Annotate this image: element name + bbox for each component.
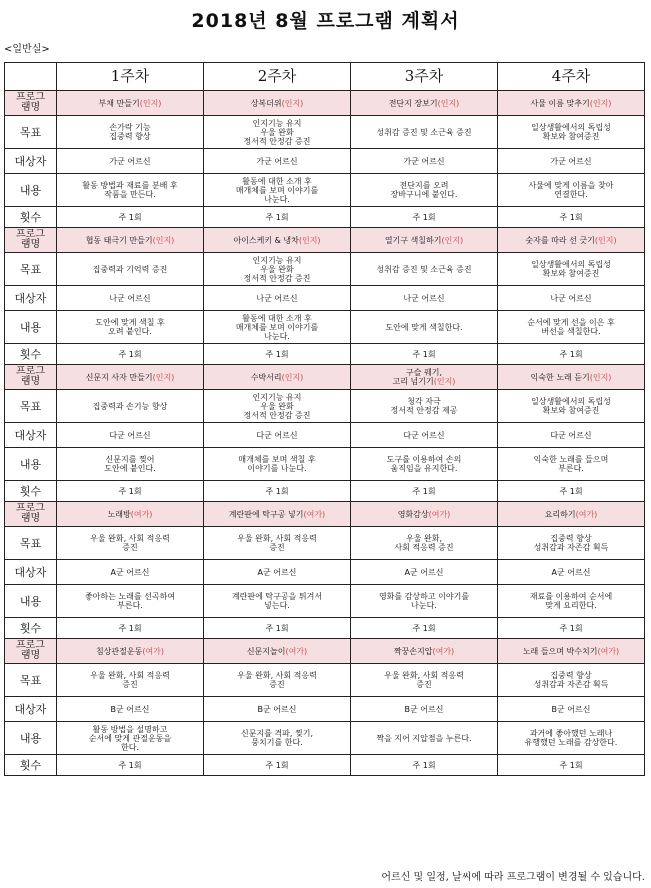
program-name: 사물 이름 맞추기 <box>530 98 590 108</box>
program-category-tag: (인지) <box>298 235 321 245</box>
count-cell: 주 1회 <box>57 344 204 365</box>
program-category-tag: (인지) <box>594 235 617 245</box>
row-label-target: 대상자 <box>5 286 57 311</box>
goal-row <box>5 527 645 560</box>
program-category-tag: (여가) <box>597 646 620 656</box>
program-name: 상복더위 <box>250 98 282 108</box>
row-label-content: 내용 <box>5 311 57 344</box>
count-cell: 주 1회 <box>204 207 351 228</box>
count-cell: 주 1회 <box>498 755 645 776</box>
content-row <box>5 311 645 344</box>
program-name: 계란판에 탁구공 넣기 <box>228 509 304 519</box>
content-cell: 활동에 대한 소개 후 매개체를 보며 이야기를 나눈다. <box>204 174 351 207</box>
target-row <box>5 697 645 722</box>
count-cell: 주 1회 <box>351 481 498 502</box>
goal-cell: 우울 완화, 사회 적응력 증진 <box>204 664 351 697</box>
row-label-goal: 목표 <box>5 116 57 149</box>
program-category-tag: (여가) <box>142 646 165 656</box>
program-name-cell <box>498 639 645 664</box>
program-name-cell <box>498 502 645 527</box>
target-cell: 나군 어르신 <box>351 286 498 311</box>
count-cell: 주 1회 <box>498 618 645 639</box>
row-label-program: 프로그 램명 <box>5 639 57 664</box>
content-cell: 도안에 맞게 색칠 후 오려 붙인다. <box>57 311 204 344</box>
program-name-cell <box>204 365 351 390</box>
count-cell: 주 1회 <box>351 618 498 639</box>
program-category-tag: (여가) <box>432 646 455 656</box>
content-cell: 과거에 좋아했던 노래나 유행했던 노래를 감상한다. <box>498 722 645 755</box>
count-cell: 주 1회 <box>498 207 645 228</box>
count-cell: 주 1회 <box>204 344 351 365</box>
goal-cell: 인지기능 유지 우울 완화 정서적 안정감 증진 <box>204 116 351 149</box>
program-name: 신문지 사자 만들기 <box>85 372 153 382</box>
content-cell: 전단지를 오려 장바구니에 붙인다. <box>351 174 498 207</box>
program-category-tag: (인지) <box>589 98 612 108</box>
target-cell: 다군 어르신 <box>351 423 498 448</box>
goal-cell: 집중력 향상 성취감과 자존감 획득 <box>498 527 645 560</box>
content-cell: 신문지를 찢어 도안에 붙인다. <box>57 448 204 481</box>
target-cell: A군 어르신 <box>57 560 204 585</box>
row-label-target: 대상자 <box>5 423 57 448</box>
program-name-cell <box>351 639 498 664</box>
goal-row <box>5 664 645 697</box>
count-cell: 주 1회 <box>57 618 204 639</box>
program-name: 침상관절운동 <box>95 646 143 656</box>
week-1-header: 1주차 <box>57 63 204 91</box>
row-label-goal: 목표 <box>5 253 57 286</box>
content-cell: 순서에 맞게 선을 이은 후 버선을 색칠한다. <box>498 311 645 344</box>
count-row <box>5 344 645 365</box>
program-name-cell <box>498 365 645 390</box>
program-row <box>5 91 645 116</box>
program-name: 짝꿍손지압 <box>393 646 433 656</box>
program-category-tag: (여가) <box>303 509 326 519</box>
target-cell: 가군 어르신 <box>57 149 204 174</box>
target-cell: 가군 어르신 <box>498 149 645 174</box>
goal-cell: 일상생활에서의 독립성 확보와 참여증진 <box>498 390 645 423</box>
program-name-cell <box>498 228 645 253</box>
row-label-count: 횟수 <box>5 618 57 639</box>
row-label-goal: 목표 <box>5 527 57 560</box>
goal-cell: 집중력과 기억력 증진 <box>57 253 204 286</box>
target-cell: B군 어르신 <box>498 697 645 722</box>
content-cell: 짝을 지어 지압점을 누른다. <box>351 722 498 755</box>
goal-cell: 청각 자극 정서적 안정감 제공 <box>351 390 498 423</box>
program-category-tag: (인지) <box>152 372 175 382</box>
program-category-tag: (인지) <box>139 98 162 108</box>
count-cell: 주 1회 <box>498 344 645 365</box>
row-label-program: 프로그 램명 <box>5 91 57 116</box>
goal-row <box>5 390 645 423</box>
content-row <box>5 722 645 755</box>
goal-cell: 인지기능 유지 우울 완화 정서적 안정감 증진 <box>204 390 351 423</box>
program-name-cell <box>204 91 351 116</box>
goal-cell: 집중력 향상 성취감과 자존감 획득 <box>498 664 645 697</box>
program-category-tag: (인지) <box>281 98 304 108</box>
row-label-program: 프로그 램명 <box>5 228 57 253</box>
program-category-tag: (인지) <box>152 235 175 245</box>
content-cell: 계란판에 탁구공을 튀겨서 넣는다. <box>204 585 351 618</box>
count-cell: 주 1회 <box>204 755 351 776</box>
program-category-tag: (여가) <box>285 646 308 656</box>
goal-cell: 우울 완화, 사회 적응력 증진 <box>57 527 204 560</box>
program-name: 협동 태극기 만들기 <box>85 235 153 245</box>
program-name: 부채 만들기 <box>98 98 140 108</box>
program-name-cell <box>351 228 498 253</box>
goal-row <box>5 253 645 286</box>
program-name: 노래방 <box>107 509 131 519</box>
content-cell: 도구를 이용하여 손의 움직임을 유지한다. <box>351 448 498 481</box>
row-label-count: 횟수 <box>5 207 57 228</box>
row-label-goal: 목표 <box>5 390 57 423</box>
header-corner <box>5 63 57 91</box>
row-label-content: 내용 <box>5 448 57 481</box>
content-row <box>5 585 645 618</box>
goal-cell: 인지기능 유지 우울 완화 정서적 안정감 증진 <box>204 253 351 286</box>
program-category-tag: (여가) <box>575 509 598 519</box>
count-row <box>5 481 645 502</box>
program-name-cell <box>57 639 204 664</box>
target-row <box>5 149 645 174</box>
row-label-target: 대상자 <box>5 560 57 585</box>
target-cell: 가군 어르신 <box>204 149 351 174</box>
target-cell: 다군 어르신 <box>204 423 351 448</box>
target-row <box>5 286 645 311</box>
program-category-tag: (여가) <box>130 509 153 519</box>
count-row <box>5 618 645 639</box>
week-2-header: 2주차 <box>204 63 351 91</box>
week-3-header: 3주차 <box>351 63 498 91</box>
content-cell: 도안에 맞게 색칠한다. <box>351 311 498 344</box>
program-name: 요리하기 <box>544 509 576 519</box>
program-name: 열기구 색칠하기 <box>384 235 442 245</box>
target-cell: A군 어르신 <box>351 560 498 585</box>
week-4-header: 4주차 <box>498 63 645 91</box>
program-name: 구슬 꿰기, 고리 넘기기 <box>392 368 442 386</box>
target-cell: A군 어르신 <box>204 560 351 585</box>
goal-cell: 일상생활에서의 독립성 확보와 참여증진 <box>498 253 645 286</box>
goal-cell: 우울 완화, 사회 적응력 증진 <box>351 664 498 697</box>
target-cell: 나군 어르신 <box>57 286 204 311</box>
row-label-count: 횟수 <box>5 344 57 365</box>
program-category-tag: (인지) <box>437 98 460 108</box>
program-category-tag: (인지) <box>441 235 464 245</box>
goal-row <box>5 116 645 149</box>
goal-cell: 우울 완화, 사회 적응력 증진 <box>204 527 351 560</box>
program-row <box>5 502 645 527</box>
header-row <box>5 63 645 91</box>
program-name-cell <box>351 91 498 116</box>
program-row <box>5 365 645 390</box>
count-row <box>5 755 645 776</box>
content-row <box>5 174 645 207</box>
target-cell: A군 어르신 <box>498 560 645 585</box>
program-row <box>5 639 645 664</box>
row-label-count: 횟수 <box>5 481 57 502</box>
program-name: 수박서리 <box>250 372 282 382</box>
program-name-cell <box>57 228 204 253</box>
program-category-tag: (인지) <box>281 372 304 382</box>
target-cell: 다군 어르신 <box>57 423 204 448</box>
room-label: <일반실> <box>4 44 50 55</box>
content-cell: 재료를 이용하여 순서에 맞게 요리한다. <box>498 585 645 618</box>
goal-cell: 성취감 증진 및 소근육 증진 <box>351 253 498 286</box>
row-label-content: 내용 <box>5 174 57 207</box>
program-name: 익숙한 노래 듣기 <box>530 372 590 382</box>
program-name: 영화감상 <box>397 509 429 519</box>
count-cell: 주 1회 <box>57 481 204 502</box>
content-row <box>5 448 645 481</box>
program-category-tag: (인지) <box>589 372 612 382</box>
count-cell: 주 1회 <box>204 618 351 639</box>
count-cell: 주 1회 <box>351 344 498 365</box>
target-row <box>5 423 645 448</box>
content-cell: 신문지를 격파, 찢기, 뭉치기를 한다. <box>204 722 351 755</box>
count-cell: 주 1회 <box>498 481 645 502</box>
target-cell: 다군 어르신 <box>498 423 645 448</box>
count-cell: 주 1회 <box>204 481 351 502</box>
row-label-content: 내용 <box>5 722 57 755</box>
program-plan-table <box>4 62 645 776</box>
content-cell: 활동 방법을 설명하고 순서에 맞게 관절운동을 한다. <box>57 722 204 755</box>
content-cell: 익숙한 노래를 들으며 부른다. <box>498 448 645 481</box>
program-name: 숫자를 따라 선 긋기 <box>525 235 595 245</box>
goal-cell: 일상생활에서의 독립성 확보와 참여증진 <box>498 116 645 149</box>
count-row <box>5 207 645 228</box>
target-row <box>5 560 645 585</box>
row-label-target: 대상자 <box>5 149 57 174</box>
program-category-tag: (인지) <box>433 377 456 386</box>
program-name-cell <box>204 228 351 253</box>
program-row <box>5 228 645 253</box>
program-category-tag: (여가) <box>428 509 451 519</box>
content-cell: 활동에 대한 소개 후 매개체를 보며 이야기를 나눈다. <box>204 311 351 344</box>
goal-cell: 우울 완화, 사회 적응력 증진 <box>351 527 498 560</box>
program-name-cell <box>57 502 204 527</box>
row-label-target: 대상자 <box>5 697 57 722</box>
row-label-goal: 목표 <box>5 664 57 697</box>
target-cell: 나군 어르신 <box>498 286 645 311</box>
program-name-cell <box>498 91 645 116</box>
footer-note: 어르신 및 일정, 날씨에 따라 프로그램이 변경될 수 있습니다. <box>381 872 645 883</box>
program-name: 전단지 장보기 <box>388 98 438 108</box>
program-name: 신문지놀이 <box>246 646 286 656</box>
target-cell: 나군 어르신 <box>204 286 351 311</box>
content-cell: 매개체를 보며 색칠 후 이야기를 나눈다. <box>204 448 351 481</box>
program-name-cell <box>204 502 351 527</box>
goal-cell: 손가락 기능 집중력 향상 <box>57 116 204 149</box>
program-name-cell <box>57 365 204 390</box>
count-cell: 주 1회 <box>57 755 204 776</box>
program-name: 아이스케키 & 냉차 <box>233 235 299 245</box>
count-cell: 주 1회 <box>351 755 498 776</box>
target-cell: B군 어르신 <box>204 697 351 722</box>
program-name: 노래 들으며 박수치기 <box>522 646 598 656</box>
row-label-count: 횟수 <box>5 755 57 776</box>
row-label-content: 내용 <box>5 585 57 618</box>
target-cell: B군 어르신 <box>57 697 204 722</box>
content-cell: 활동 방법과 재료를 분배 후 작품을 만든다. <box>57 174 204 207</box>
goal-cell: 집중력과 손기능 향상 <box>57 390 204 423</box>
page-title: 2018년 8월 프로그램 계획서 <box>191 10 460 32</box>
target-cell: B군 어르신 <box>351 697 498 722</box>
content-cell: 사물에 맞게 이름을 찾아 연결한다. <box>498 174 645 207</box>
goal-cell: 우울 완화, 사회 적응력 증진 <box>57 664 204 697</box>
count-cell: 주 1회 <box>351 207 498 228</box>
program-name-cell <box>351 502 498 527</box>
row-label-program: 프로그 램명 <box>5 502 57 527</box>
target-cell: 가군 어르신 <box>351 149 498 174</box>
content-cell: 영화를 감상하고 이야기를 나눈다. <box>351 585 498 618</box>
count-cell: 주 1회 <box>57 207 204 228</box>
program-name-cell <box>57 91 204 116</box>
goal-cell: 성취감 증진 및 소근육 증진 <box>351 116 498 149</box>
program-name-cell <box>351 365 498 390</box>
row-label-program: 프로그 램명 <box>5 365 57 390</box>
program-name-cell <box>204 639 351 664</box>
content-cell: 좋아하는 노래를 선곡하여 부른다. <box>57 585 204 618</box>
